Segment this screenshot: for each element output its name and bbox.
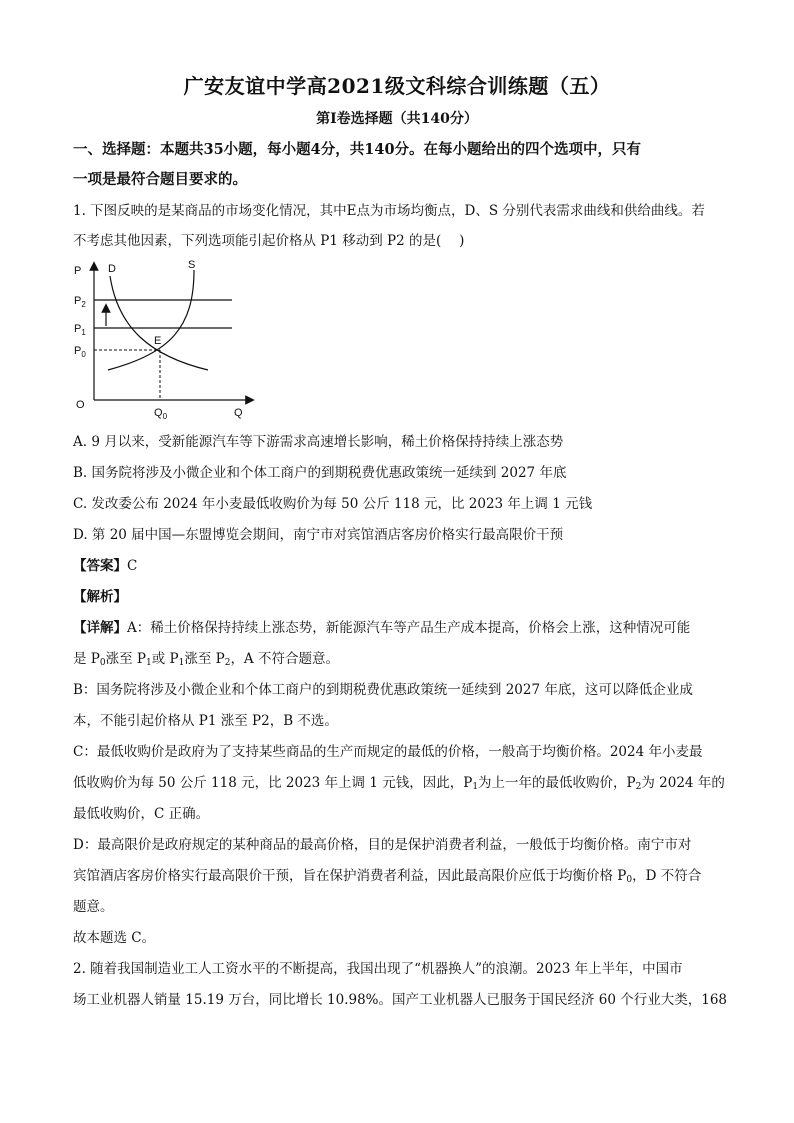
detail-b-line2: 本，不能引起价格从 P1 涨至 P2，B 不选。 bbox=[73, 713, 338, 729]
q1-option-b: B. 国务院将涉及小微企业和个体工商户的到期税费优惠政策统一延续到 2027 年底 bbox=[73, 465, 567, 481]
q1-option-c: C. 发改委公布 2024 年小麦最低收购价为每 50 公斤 118 元，比 2023 年上调 1 元钱 bbox=[73, 496, 593, 512]
detail-c-line1: C：最低收购价是政府为了支持某些商品的生产而规定的最低的价格，一般高于均衡价格。2024 年小麦最 bbox=[73, 744, 703, 760]
q1-stem-line1: 1. 下图反映的是某商品的市场变化情况，其中E点为市场均衡点，D、S 分别代表需求曲线和供给曲线。若 bbox=[73, 203, 705, 219]
page-title: 广安友谊中学高2021级文科综合训练题（五） bbox=[183, 74, 611, 98]
x-axis-label: Q bbox=[234, 407, 243, 419]
detail-b-line1: B：国务院将涉及小微企业和个体工商户的到期税费优惠政策统一延续到 2027 年底，这可以降低企业成 bbox=[73, 682, 693, 698]
origin-label: O bbox=[76, 399, 85, 411]
detail-d-line3: 题意。 bbox=[73, 899, 114, 915]
detail-c-line2: 低收购价为每 50 公斤 118 元，比 2023 年上调 1 元钱，因此，$P_1$为上一年的最低收购价，$P_2$为 2024 年的 bbox=[73, 775, 725, 792]
supply-curve bbox=[108, 270, 194, 370]
detail-d-line2: 宾馆酒店客房价格实行最高限价干预，旨在保护消费者利益，因此最高限价应低于均衡价格 $P_0$，D 不符合 bbox=[73, 868, 702, 885]
detail-a-line2: 是 $P_0$涨至 $P_1$或 $P_1$涨至 $P_2$，A 不符合题意。 bbox=[73, 651, 339, 668]
detail-a-text1: A：稀土价格保持持续上涨态势，新能源汽车等产品生产成本提高，价格会上涨，这种情况可能 bbox=[127, 620, 691, 636]
answer-value: C bbox=[127, 558, 138, 574]
p0-label: $P_0$ bbox=[74, 345, 86, 359]
detail-a-line1 bbox=[73, 618, 723, 638]
detail-c-line3: 最低收购价，C 正确。 bbox=[73, 806, 210, 822]
q1-answer bbox=[73, 556, 723, 576]
detail-tag: 【详解】 bbox=[73, 620, 127, 636]
section-subtitle: 第Ⅰ卷选择题（共140分） bbox=[316, 111, 478, 127]
supply-label: S bbox=[188, 259, 196, 271]
supply-demand-chart bbox=[70, 258, 260, 420]
demand-label: D bbox=[108, 263, 116, 275]
q1-option-a: A. 9 月以来，受新能源汽车等下游需求高速增长影响，稀土价格保持持续上涨态势 bbox=[73, 434, 564, 450]
detail-conclusion: 故本题选 C。 bbox=[73, 930, 156, 946]
p2-label: $P_2$ bbox=[74, 295, 86, 309]
detail-d-line1: D：最高限价是政府规定的某种商品的最高价格，目的是保护消费者利益，一般低于均衡价格。南宁市对 bbox=[73, 837, 692, 853]
q2-stem-line2: 场工业机器人销量 15.19 万台，同比增长 10.98%。国产工业机器人已服务于国民经济 60 个行业大类，168 bbox=[73, 992, 728, 1008]
q1-stem-line2: 不考虑其他因素，下列选项能引起价格从 P1 移动到 P2 的是( ) bbox=[73, 233, 465, 249]
q1-option-d: D. 第 20 届中国—东盟博览会期间，南宁市对宾馆酒店客房价格实行最高限价干预 bbox=[73, 527, 564, 543]
y-axis-label: P bbox=[74, 265, 82, 277]
analysis-tag: 【解析】 bbox=[73, 589, 127, 605]
answer-tag: 【答案】 bbox=[73, 558, 127, 574]
section-instruction-line1: 一、选择题：本题共35小题，每小题4分，共140分。在每小题给出的四个选项中，只有 bbox=[73, 141, 642, 158]
q1-analysis-tag bbox=[73, 587, 723, 607]
p1-label: $P_1$ bbox=[74, 323, 86, 337]
equilibrium-label: E bbox=[154, 335, 162, 347]
q2-stem-line1: 2. 随着我国制造业工人工资水平的不断提高，我国出现了“机器换人”的浪潮。2023 年上半年，中国市 bbox=[73, 961, 683, 977]
section-instruction-line2: 一项是最符合题目要求的。 bbox=[73, 171, 247, 188]
q0-label: $Q_0$ bbox=[154, 407, 168, 420]
